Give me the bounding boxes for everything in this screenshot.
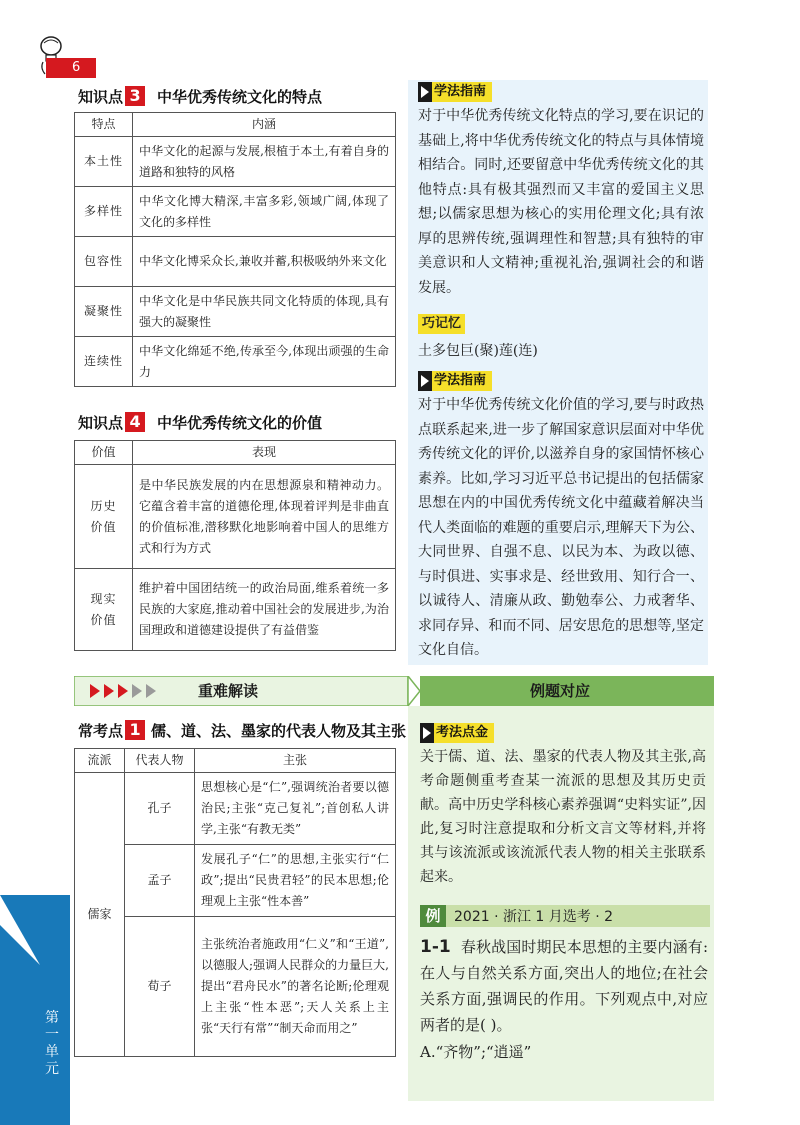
table-header: 代表人物 <box>125 749 195 773</box>
memory-tip-text: 土多包巨(聚)莲(连) <box>418 343 538 359</box>
kp-number-badge: 3 <box>125 86 145 106</box>
kp-number-badge: 4 <box>125 412 145 432</box>
kp-title: 中华优秀传统文化的特点 <box>157 87 323 106</box>
table-row: 连续性 中华文化绵延不绝,传承至今,体现出顽强的生命力 <box>75 337 396 387</box>
table-row: 儒家 孔子 思想核心是“仁”,强调统治者要以德治民;主张“克己复礼”;首创私人讲学,主张“有教无类” <box>75 773 396 845</box>
study-guide-tag: 学法指南 <box>418 82 492 102</box>
school-cell: 儒家 <box>75 773 125 1057</box>
table-row: 孟子 发展孔子“仁”的思想,主张实行“仁政”;提出“民贵君轻”的民本思想;伦理观上主张“性本善” <box>75 845 396 917</box>
exam-tip-tag: 考法点金 <box>420 723 494 743</box>
arrow-icon <box>420 723 434 743</box>
knowledge-point-3-heading <box>78 84 322 108</box>
table-row: 本土性 中华文化的起源与发展,根植于本土,有着自身的道路和独特的风格 <box>75 137 396 187</box>
kp-title: 儒、道、法、墨家的代表人物及其主张 <box>151 721 407 740</box>
table-header: 表现 <box>133 441 396 465</box>
question-number: 1-1 <box>420 937 451 957</box>
traits-table <box>74 112 396 387</box>
exam-tip-text: 关于儒、道、法、墨家的代表人物及其主张,高考命题侧重考查某一流派的思想及其历史贡献。高中历史学科核心素养强调“史料实证”,因此,复习时注意提取和分析文言文等材料,并将其与该流派或该流派代表人物的相关主张联系起来。 <box>420 749 706 885</box>
kp-prefix: 知识点 <box>78 413 124 432</box>
page-number: 6 <box>46 58 96 78</box>
study-guide-text: 对于中华优秀传统文化价值的学习,要与时政热点联系起来,进一步了解国家意识层面对中华优秀传统文化的评价,以滋养自身的家国情怀核心素养。比如,学习习近平总书记提出的包括儒家思想在内的中国优秀传统文化中蕴藏着解决当代人类面临的难题的重要启示,理解天下为公、大同世界、自强不息、以民为本、为政以德、与时俱进、实事求是、经世致用、知行合一、以诚待人、清廉从政、勤勉奉公、力戒奢华、求同存异、和而不同、居安思危的思想等,坚定文化自信。 <box>418 397 704 658</box>
table-row: 包容性 中华文化博采众长,兼收并蓄,积极吸纳外来文化 <box>75 237 396 287</box>
table-row: 现实价值 维护着中国团结统一的政治局面,维系着统一多民族的大家庭,推动着中国社会的发展进步,为治国理政和道德建设提供了有益借鉴 <box>75 569 396 651</box>
table-row: 多样性 中华文化博大精深,丰富多彩,领域广阔,体现了文化的多样性 <box>75 187 396 237</box>
table-row: 凝聚性 中华文化是中华民族共同文化特质的体现,具有强大的凝聚性 <box>75 287 396 337</box>
common-test-point-heading <box>78 718 406 742</box>
kp-prefix: 常考点 <box>78 721 124 740</box>
option-a: A.“齐物”;“逍遥” <box>420 1043 532 1061</box>
value-table <box>74 440 396 651</box>
section-banner <box>74 676 714 706</box>
kp-prefix: 知识点 <box>78 87 124 106</box>
example-question: 1-1 春秋战国时期民本思想的主要内涵有:在人与自然关系方面,突出人的地位;在社会关系方面,强调民的作用。下列观点中,对应两者的是( )。 <box>420 937 708 1034</box>
arrow-icon <box>418 371 432 391</box>
table-header: 特点 <box>75 113 133 137</box>
unit-label: 第一单元 <box>45 1010 59 1077</box>
kp-title: 中华优秀传统文化的价值 <box>157 413 323 432</box>
table-row: 荀子 主张统治者施政用“仁义”和“王道”,以德服人;强调人民群众的力量巨大,提出“君舟民水”的著名论断;伦理观上主张“性本恶”;天人关系上主张“天行有常”“制天命而用之” <box>75 917 396 1057</box>
schools-table <box>74 748 396 1057</box>
study-guide-text: 对于中华优秀传统文化特点的学习,要在识记的基础上,将中华优秀传统文化的特点与具体情境相结合。同时,还要留意中华优秀传统文化的其他特点:具有极其强烈而又丰富的爱国主义思想;以儒家思想为核心的实用伦理文化;具有浓厚的思辨传统,强调理性和智慧;具有独特的审美意识和人文精神;重视礼治,强调社会的和谐发展。 <box>418 108 704 296</box>
memory-tip-tag: 巧记忆 <box>418 314 465 334</box>
kp-number-badge: 1 <box>125 720 145 740</box>
table-row: 历史价值 是中华民族发展的内在思想源泉和精神动力。它蕴含着丰富的道德伦理,体现着评判是非曲直的价值标准,潜移默化地影响着中国人的思维方式和行为方式 <box>75 465 396 569</box>
banner-right-title: 例题对应 <box>530 682 591 700</box>
arrow-icon <box>418 82 432 102</box>
study-guide-tag: 学法指南 <box>418 371 492 391</box>
table-header: 价值 <box>75 441 133 465</box>
banner-left-title: 重难解读 <box>198 682 259 700</box>
example-tag: 例 <box>420 905 446 927</box>
table-header: 主张 <box>195 749 396 773</box>
example-source: 2021 · 浙江 1 月选考 · 2 <box>454 909 614 925</box>
table-header: 流派 <box>75 749 125 773</box>
table-header: 内涵 <box>133 113 396 137</box>
example-source-bar <box>420 905 710 927</box>
knowledge-point-4-heading <box>78 410 322 434</box>
